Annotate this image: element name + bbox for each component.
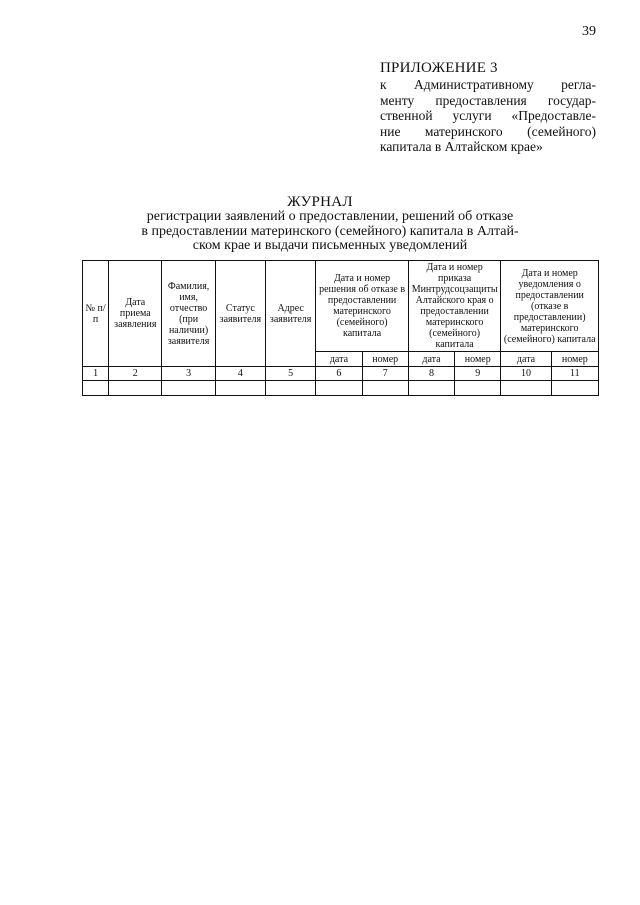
column-number: 5: [266, 367, 316, 381]
subheader-number: номер: [551, 352, 598, 367]
column-number: 6: [316, 367, 362, 381]
journal-subtitle-line: ском крае и выдачи письменных уведомлений: [192, 238, 468, 253]
appendix-line: к Административному регла-: [380, 77, 596, 92]
journal-title: ЖУРНАЛ: [287, 194, 353, 210]
column-number: 4: [215, 367, 265, 381]
header-date-received: Дата приема заявления: [109, 261, 162, 367]
appendix-line: капитала в Алтайском крае»: [380, 139, 543, 154]
header-full-name: Фамилия, имя, отчество (при наличии) заявителя: [162, 261, 215, 367]
table-cell: [501, 381, 551, 396]
header-num: № п/п: [83, 261, 109, 367]
column-number: 3: [162, 367, 215, 381]
table-cell: [408, 381, 454, 396]
column-number: 9: [455, 367, 501, 381]
appendix-text: [380, 77, 596, 155]
table-cell: [83, 381, 109, 396]
table-header-row: [83, 261, 599, 352]
column-number: 7: [362, 367, 408, 381]
journal-subtitle-line: в предоставлении материнского (семейного) капитала в Алтай-: [141, 223, 519, 239]
table-row: [83, 381, 599, 396]
column-number: 11: [551, 367, 598, 381]
subheader-date: дата: [501, 352, 551, 367]
table-cell: [162, 381, 215, 396]
appendix-line: ние материнского (семейного): [380, 123, 596, 139]
subheader-date: дата: [316, 352, 362, 367]
appendix-title: ПРИЛОЖЕНИЕ 3: [380, 60, 498, 76]
table-cell: [266, 381, 316, 396]
table-cell: [109, 381, 162, 396]
appendix-line: ственной услуги «Предоставле-: [380, 108, 596, 123]
column-number: 2: [109, 367, 162, 381]
header-notification: Дата и номер уведомления о предоставлении (отказе в предоставлении) материнского (семейного) капитала: [501, 261, 599, 352]
journal-subtitle-line: регистрации заявлений о предоставлении, решений об отказе: [146, 209, 514, 224]
header-ministry-order: Дата и номер приказа Минтрудсоцзащиты Алтайского края о предоставлении материнского (семейного) капитала: [408, 261, 501, 352]
header-refusal-decision: Дата и номер решения об отказе в предоставлении материнского (семейного) капитала: [316, 261, 409, 352]
column-number: 8: [408, 367, 454, 381]
table-cell: [215, 381, 265, 396]
subheader-number: номер: [362, 352, 408, 367]
appendix-block: [380, 60, 596, 155]
header-status: Статус заявителя: [215, 261, 265, 367]
page-number: 39: [582, 24, 596, 39]
column-number-row: [83, 367, 599, 381]
table-cell: [362, 381, 408, 396]
subheader-number: номер: [455, 352, 501, 367]
table-cell: [316, 381, 362, 396]
journal-subtitle: [120, 210, 540, 254]
column-number: 1: [83, 367, 109, 381]
table-cell: [455, 381, 501, 396]
table-cell: [551, 381, 598, 396]
registration-table: [82, 260, 599, 396]
header-address: Адрес заявителя: [266, 261, 316, 367]
column-number: 10: [501, 367, 551, 381]
appendix-line: менту предоставления государ-: [380, 92, 596, 108]
subheader-date: дата: [408, 352, 454, 367]
